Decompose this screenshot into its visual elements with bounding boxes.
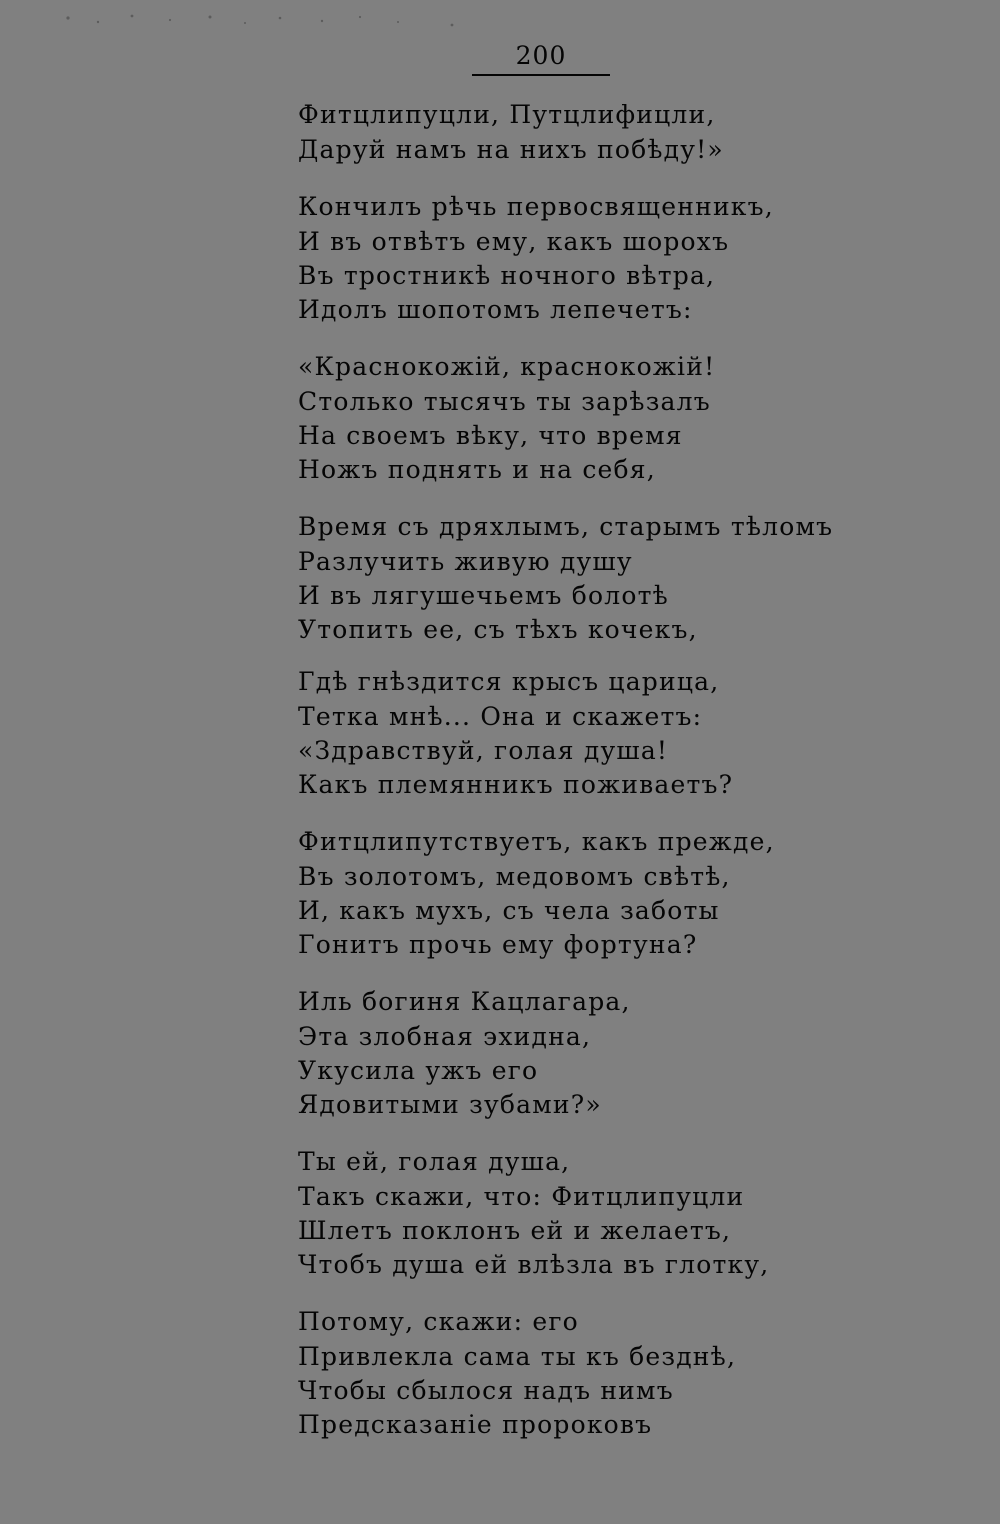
poem-line: Фитцлипутствуетъ, какъ прежде, bbox=[298, 827, 775, 856]
poem-line: Чтобы сбылося надъ нимъ bbox=[298, 1376, 674, 1405]
poem-line: Ножъ поднять и на себя, bbox=[298, 455, 656, 484]
poem-line: Утопить ее, съ тѣхъ кочекъ, bbox=[298, 615, 698, 644]
poem-line: «Здравствуй, голая душа! bbox=[298, 736, 669, 765]
poem-line: Гонитъ прочь ему фортуна? bbox=[298, 930, 698, 959]
poem-line: Ты ей, голая душа, bbox=[298, 1147, 571, 1176]
poem-line: Время съ дряхлымъ, старымъ тѣломъ bbox=[298, 512, 834, 541]
poem-line: Даруй намъ на нихъ побѣду!» bbox=[298, 135, 724, 164]
poem-line: Фитцлипуцли, Путцлифицли, bbox=[298, 100, 716, 129]
poem-line: «Краснокожій, краснокожій! bbox=[298, 352, 716, 381]
page-number-rule bbox=[472, 74, 610, 76]
page-number: 200 bbox=[515, 41, 567, 70]
poem-line: Иль богиня Кацлагара, bbox=[298, 987, 631, 1016]
poem-line: Разлучить живую душу bbox=[298, 547, 633, 576]
poem-line: Эта злобная эхидна, bbox=[298, 1022, 592, 1051]
poem-line: И въ отвѣтъ ему, какъ шорохъ bbox=[298, 227, 730, 256]
poem-line: И, какъ мухъ, съ чела заботы bbox=[298, 896, 720, 925]
poem-line: Въ тростникѣ ночного вѣтра, bbox=[298, 261, 716, 290]
poem-line: Идолъ шопотомъ лепечетъ: bbox=[298, 295, 693, 324]
poem-line: Какъ племянникъ поживаетъ? bbox=[298, 770, 734, 799]
poem-line: Такъ скажи, что: Фитцлипуцли bbox=[298, 1182, 745, 1211]
poem-line: Въ золотомъ, медовомъ свѣтѣ, bbox=[298, 862, 731, 891]
poem-line: Столько тысячъ ты зарѣзалъ bbox=[298, 387, 711, 416]
poem-line: И въ лягушечьемъ болотѣ bbox=[298, 581, 669, 610]
poem-line: Привлекла сама ты къ безднѣ, bbox=[298, 1342, 737, 1371]
poem-line: Чтобъ душа ей влѣзла въ глотку, bbox=[298, 1250, 770, 1279]
poem-line: Ядовитыми зубами?» bbox=[298, 1090, 602, 1119]
poem-line: Укусила ужъ его bbox=[298, 1056, 539, 1085]
poem-line: Гдѣ гнѣздится крысъ царица, bbox=[298, 667, 720, 696]
poem-line: Кончилъ рѣчь первосвященникъ, bbox=[298, 192, 774, 221]
poem-line: Потому, скажи: его bbox=[298, 1307, 579, 1336]
poem-line: На своемъ вѣку, что время bbox=[298, 421, 683, 450]
print-specks bbox=[60, 8, 480, 30]
poem-line: Тетка мнѣ... Она и скажетъ: bbox=[298, 702, 703, 731]
poem-line: Предсказаніе пророковъ bbox=[298, 1410, 653, 1439]
poem-line: Шлетъ поклонъ ей и желаетъ, bbox=[298, 1216, 732, 1245]
